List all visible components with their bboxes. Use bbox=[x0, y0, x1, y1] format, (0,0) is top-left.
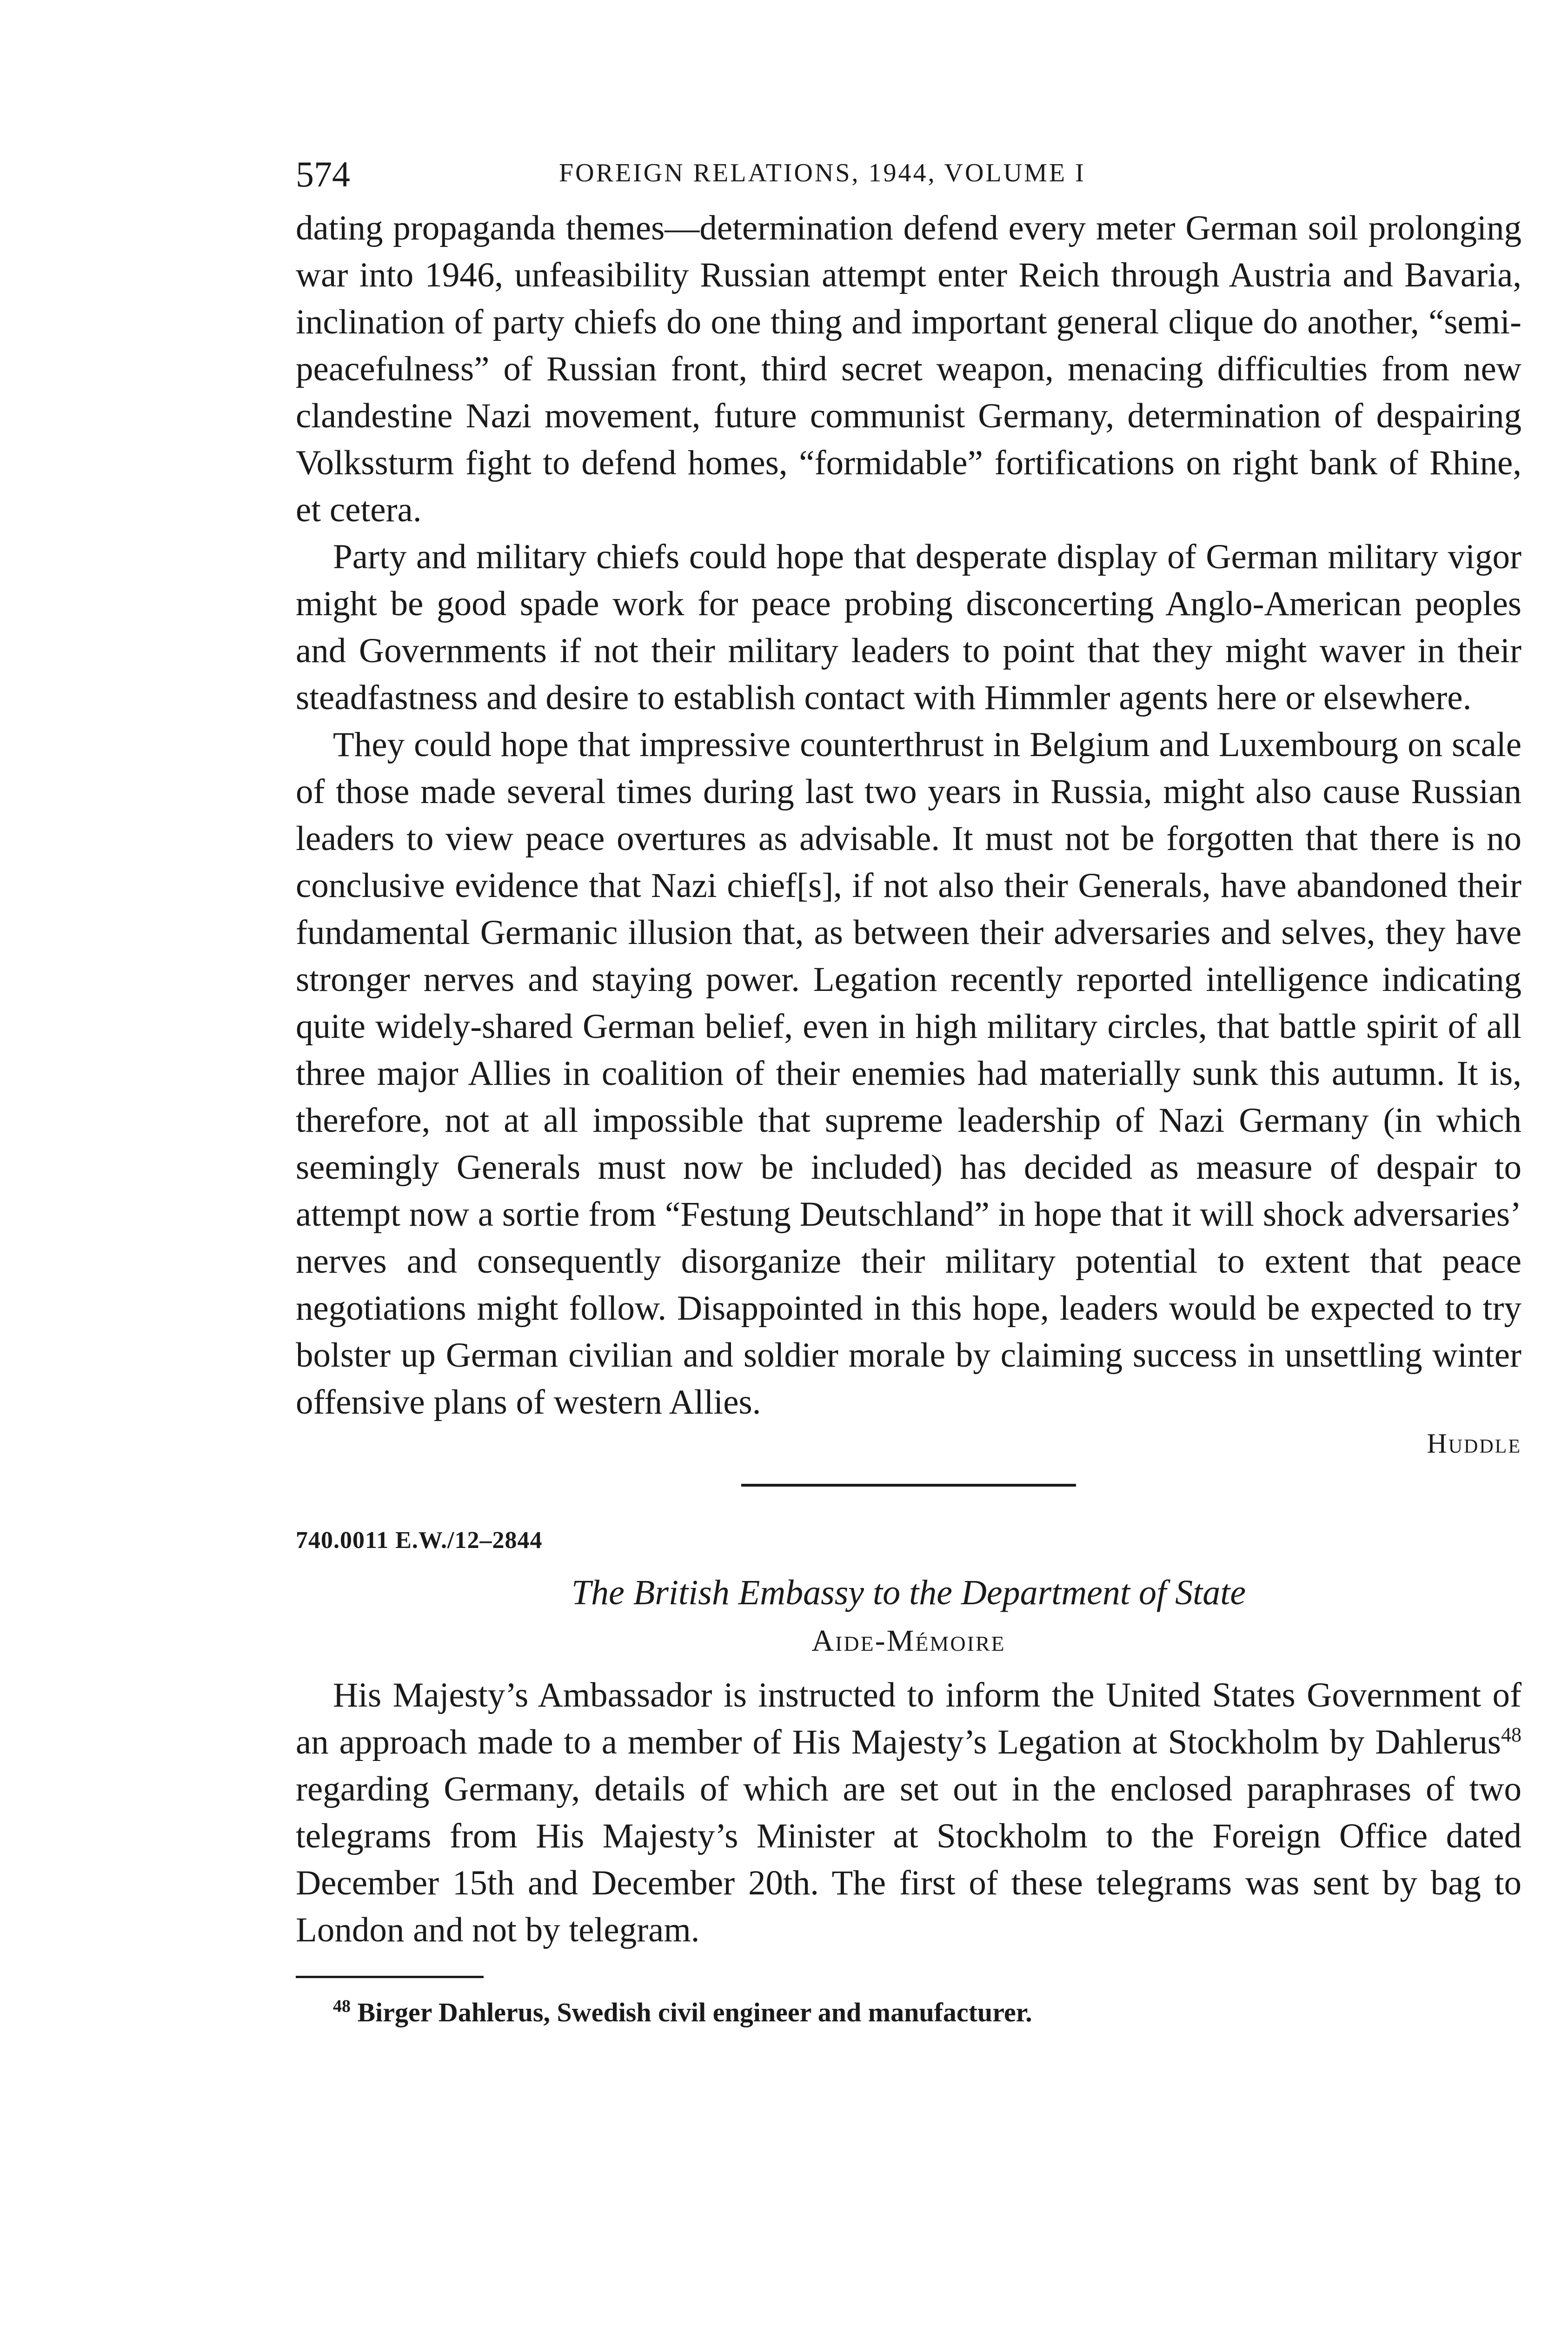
running-head bbox=[296, 153, 1521, 205]
paragraph: They could hope that impressive counterthrust in Belgium and Luxembourg on scale of those made several times during last two years in Russia, might also cause Russian leaders to view peace overtures as advisable. It must not be forgotten that there is no conclusive evidence that Nazi chief[s], if not also their Generals, have abandoned their fundamental Germanic illusion that, as between their adversaries and selves, they have stronger nerves and staying power. Legation recently reported intelligence indicating quite widely-shared German belief, even in high military circles, that battle spirit of all three major Allies in coalition of their enemies had materially sunk this autumn. It is, therefore, not at all impossible that supreme leadership of Nazi Germany (in which seemingly Generals must now be included) has decided as measure of despair to attempt now a sortie from “Festung Deutschland” in hope that it will shock adversaries’ nerves and consequently disorganize their military potential to extent that peace negotiations might follow. Disappointed in this hope, leaders would be expected to try bolster up German civilian and soldier morale by claiming success in unsettling winter offensive plans of western Allies. bbox=[296, 725, 1521, 1422]
page-number: 574 bbox=[296, 154, 350, 194]
memo-text-start: His Majesty’s Ambassador is instructed to inform the United States Government of an approach made to a member of His Majesty’s Legation at Stockholm by Dahlerus bbox=[296, 1676, 1521, 1761]
memo-paragraph bbox=[296, 1672, 1521, 1953]
paragraph-continued: dating propaganda themes—determination defend every meter German soil prolonging war into 1946, unfeasibility Russian attempt enter Reich through Austria and Bavaria, inclination of party chiefs do one thing and important general clique do another, “semi-peacefulness” of Russian front, third secret weapon, menacing difficulties from new clandestine Nazi movement, future communist Germany, determination of despairing Volkssturm fight to defend homes, “formidable” fortifications on right bank of Rhine, et cetera. bbox=[296, 209, 1521, 529]
signature: Huddle bbox=[1427, 1428, 1521, 1459]
footnote bbox=[296, 1997, 1521, 2028]
file-number: 740.0011 E.W./12–2844 bbox=[296, 1527, 543, 1554]
paragraph: Party and military chiefs could hope that desperate display of German military vigor might be good spade work for peace probing disconcerting Anglo-American peoples and Governments if not their military leaders to point that they might waver in their steadfastness and desire to establish contact with Himmler agents here or elsewhere. bbox=[296, 538, 1521, 717]
footnote-reference[interactable]: 48 bbox=[1501, 1723, 1521, 1746]
running-title: FOREIGN RELATIONS, 1944, VOLUME I bbox=[559, 159, 1086, 187]
telegram-body bbox=[296, 205, 1521, 1426]
memo-text-end: regarding Germany, details of which are set out in the enclosed paraphrases of two telegrams from His Majesty’s Minister at Stockholm to the Foreign Office dated December 15th and December 20th. The first of these telegrams was sent by bag to London and not by telegram. bbox=[296, 1770, 1521, 1949]
footnote-divider bbox=[296, 1976, 484, 1978]
section-divider bbox=[741, 1484, 1076, 1487]
footnote-text: Birger Dahlerus, Swedish civil engineer and manufacturer. bbox=[351, 1997, 1032, 2027]
document-title: The British Embassy to the Department of State bbox=[571, 1573, 1246, 1612]
document-type: Aide-Mémoire bbox=[811, 1624, 1006, 1658]
document-page bbox=[296, 153, 1521, 2028]
footnote-mark: 48 bbox=[333, 1996, 351, 2016]
